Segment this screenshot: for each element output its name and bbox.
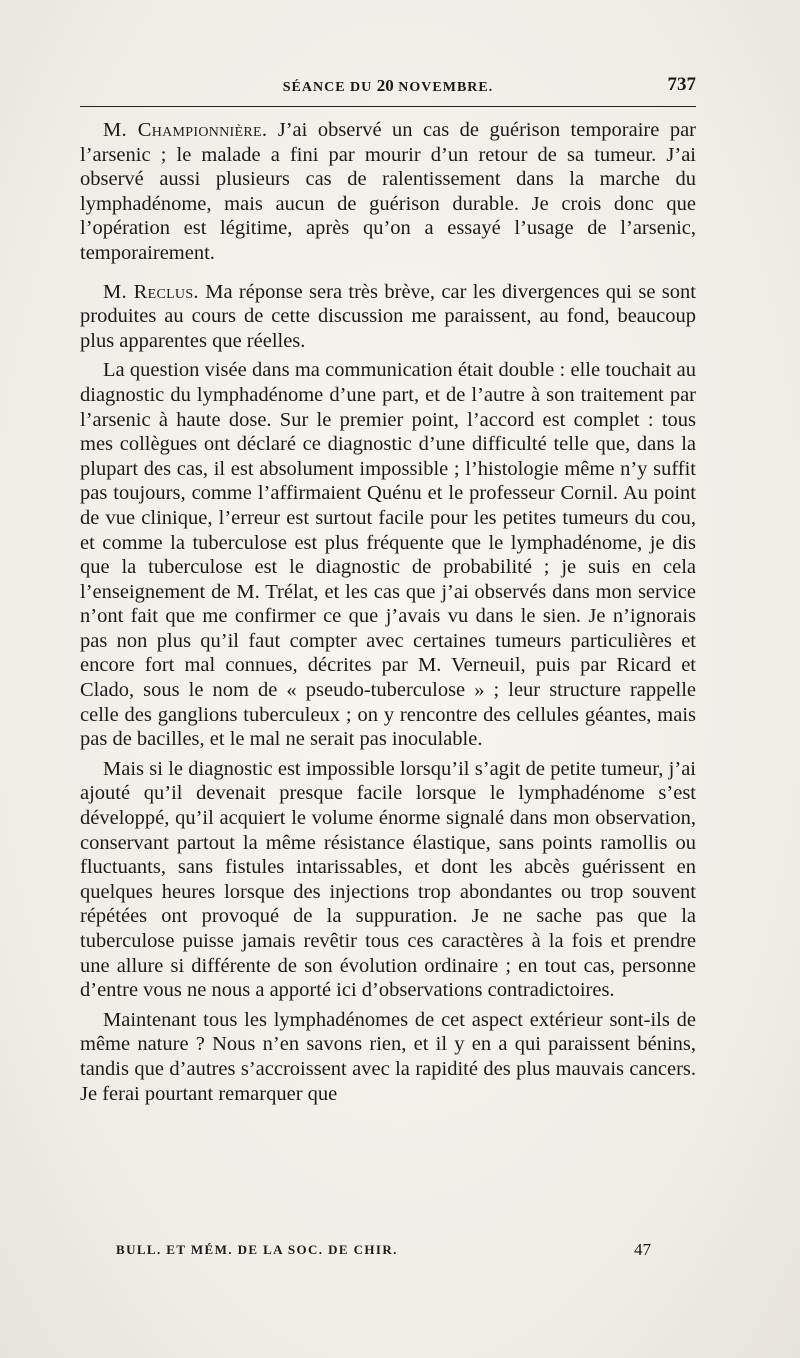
journal-title: BULL. ET MÉM. DE LA SOC. DE CHIR. <box>116 1242 398 1257</box>
running-title-suffix: NOVEMBRE. <box>393 80 494 95</box>
signature-mark: 47 <box>634 1240 651 1259</box>
running-title-prefix: SÉANCE DU <box>282 80 377 95</box>
paragraph-diagnostic: La question visée dans ma communication était double : elle touchait au diagnostic du lymphadénome d’une part, et de l’autre à son traitement par l’arsenic à haute dose. Sur le premier point, l’accord est complet : tous mes collègues ont déclaré ce diagnostic d’une difficulté telle que, dans la plupart des cas, il est absolument impossible ; l’histologie même n’y suffit pas toujours, comme l’affirmaient Quénu et le professeur Cornil. Au point de vue clinique, l’erreur est surtout facile pour les petites tumeurs du cou, et comme la tuberculose est plus fréquente que le lymphadénome, je dis que la tuberculose est le diagnostic de probabilité ; je suis en cela l’enseignement de M. Trélat, et les cas que j’ai observés dans mon service n’ont fait que me confirmer ce que j’avais vu dans le sien. Je n’ignorais pas non plus qu’il faut compter avec certaines tumeurs particulières et encore fort mal connues, décrites par M. Verneuil, puis par Ricard et Clado, sous le nom de « pseudo-tuberculose » ; leur structure rappelle celle des ganglions tuberculeux ; on y rencontre des cellules géantes, mais pas de bacilles, et le mal ne serait pas inoculable. <box>80 359 696 751</box>
paragraph-text: J’ai observé un cas de guérison temporaire par l’arsenic ; le malade a fini par mourir d’un retour de sa tumeur. J’ai observé aussi plusieurs cas de ralentissement dans la marche du lymphadénome, mais aucun de guérison durable. Je crois donc que l’opération est légitime, après qu’on a essayé l’usage de l’arsenic, temporairement. <box>80 119 696 264</box>
body-text <box>80 118 696 1111</box>
speaker-name: M. Reclus. <box>103 280 199 303</box>
running-title <box>80 76 696 96</box>
paragraph-lymphadenome: Mais si le diagnostic est impossible lorsqu’il s’agit de petite tumeur, j’ai ajouté qu’il devenait presque facile lorsque le lymphadénome s’est développé, qu’il acquiert le volume énorme signalé dans mon observation, conservant partout la même résistance élastique, sans points ramollis ou fluctuants, sans fistules intarissables, et dont les abcès guérissent en quelques heures lorsque des injections trop abondantes ou trop souvent répétées ont provoqué de la suppuration. Je ne sache pas que la tuberculose puisse jamais revêtir tous ces caractères à la fois et prendre une allure si différente de son évolution ordinaire ; en tout cas, personne d’entre vous ne nous a apporté ici d’observations contradictoires. <box>80 757 696 1002</box>
page-number: 737 <box>667 74 696 95</box>
paragraph-championniere <box>80 118 696 266</box>
header-rule <box>80 106 696 107</box>
paragraph-reclus <box>80 280 696 354</box>
page-footer <box>80 1240 696 1262</box>
paragraph-nature: Maintenant tous les lymphadénomes de cet aspect extérieur sont-ils de même nature ? Nous n’en savons rien, et il y en a qui paraissent bénins, tandis que d’autres s’accroissent avec la rapidité des plus mauvais cancers. Je ferai pourtant remarquer que <box>80 1008 696 1105</box>
running-title-date: 20 <box>376 76 394 95</box>
page-header <box>80 74 696 98</box>
speaker-name: M. Championnière. <box>103 119 268 141</box>
paragraph-text: Ma réponse sera très brève, car les divergences qui se sont produites au cours de cette discussion me paraissent, au fond, beaucoup plus apparentes que réelles. <box>80 280 696 352</box>
